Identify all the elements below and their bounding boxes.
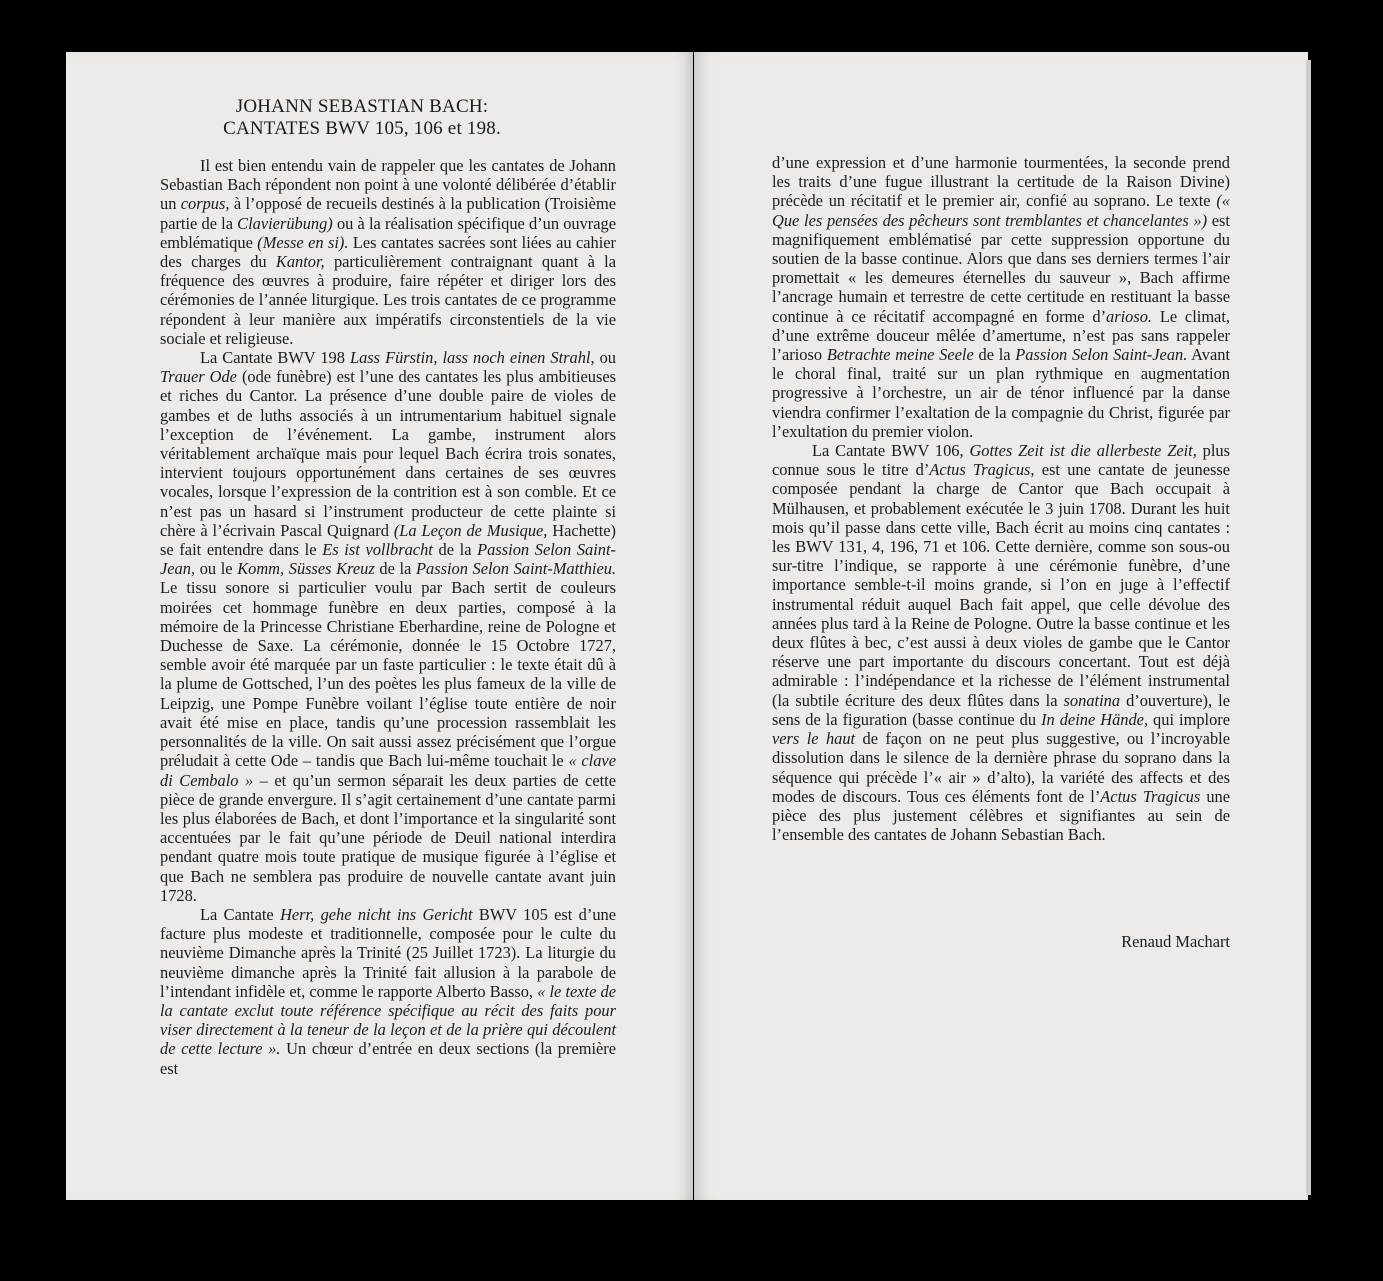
italic-run: (Messe en si). — [257, 232, 349, 252]
italic-run: « le texte de la cantate exclut toute référence spécifique au récit des faits pour viser directement à la teneur de la leçon et de la prière qui découlent de cette lecture ». — [160, 981, 616, 1059]
text-run: une pièce des plus justement célèbres et signifiantes au sein de l’ensemble des cantates de Johann Sebastian Bach. — [772, 786, 1230, 845]
text-run: Il est bien entendu vain de rappeler que les cantates de Johann Sebastian Bach répondent non point à une volonté délibérée d’établir un — [160, 156, 616, 214]
text-run: particulièrement contraignant quant à la fréquence des œuvres à produire, faire répéter et diriger lors des cérémonies de l’année liturgique. Les trois cantates de ce programme répondent à leur manière aux impératifs circonstentiels de la vie sociale et religieuse. — [160, 252, 616, 348]
author-signature: Renaud Machart — [1121, 932, 1230, 951]
italic-run: (« Que les pensées des pêcheurs sont tremblantes et chancelantes ») — [772, 191, 1230, 230]
text-run: de la — [432, 540, 478, 560]
text-run: est une cantate de jeunesse composée pendant la charge de Cantor que Bach occupait à Mülhausen, et probablement exécutée le 3 juin 1708. Durant les huit mois qu’il passe dans cette ville, Bach écrit au moins cinq cantates : les BWV 131, 4, 196, 71 et 106. Cette dernière, comme son sous-ou sur-titre l’indique, se rapporte à une cérémonie funèbre, d’une importance semble-t-il moins grande, si l’on en juge à l’effectif instrumental réduit auquel Bach fait appel, que celle dévolue des années plus tard à la Reine de Pologne. Outre la basse continue et les deux flûtes à bec, c’est aussi à deux violes de gambe que le Cantor réserve une part importante du discours concertant. Tout est déjà admirable : l’indépendance et la richesse de l’élément instrumental (la subtile écriture des deux flûtes dans la — [772, 460, 1231, 710]
paragraph-bwv-105 — [160, 905, 616, 1078]
paragraph-bwv-105-continued — [772, 153, 1230, 441]
right-column — [772, 153, 1230, 844]
text-run: Hachette) se fait entendre dans le — [160, 520, 616, 560]
text-run: Un chœur d’entrée en deux sections (la première est — [160, 1039, 617, 1078]
italic-run: Herr, gehe nicht ins Gericht — [280, 904, 473, 924]
italic-run: Passion Selon Saint-Matthieu. — [415, 559, 617, 579]
italic-run: In deine Hände, — [1041, 709, 1149, 729]
text-run: d’ouverture), le sens de la figuration (basse continue du — [772, 690, 1230, 729]
text-run: ou le — [195, 559, 238, 579]
text-run: – et qu’un sermon séparait les deux parties de cette pièce de grande envergure. Il s’agit certainement d’une cantate parmi les plus élaborées de Bach, et dont l’importance et la singularité sont accentuées par le fait qu’une période de Deuil national interdira pendant quatre mois toute pratique de musique figurée à l’église et que Bach ne semblera pas produire de nouvelle cantate avant juin 1728. — [160, 770, 616, 905]
text-run: de la — [374, 559, 416, 579]
text-run: La Cantate BWV 106, — [812, 441, 970, 461]
italic-run: Passion Selon Saint-Jean, — [160, 540, 617, 579]
italic-run: Betrachte meine Seele — [826, 345, 974, 365]
title-line-1: JOHANN SEBASTIAN BACH: — [235, 96, 489, 117]
italic-run: Es ist vollbracht — [322, 540, 433, 560]
text-run: Les cantates sacrées sont liées au cahier des charges du — [160, 232, 617, 272]
italic-run: corpus, — [180, 194, 230, 214]
italic-run: arioso. — [1106, 306, 1153, 326]
italic-run: « clave di Cembalo » — [160, 751, 616, 790]
paragraph-bwv-106 — [772, 441, 1230, 844]
italic-run: Kantor, — [275, 252, 325, 272]
italic-run: vers le haut — [772, 729, 856, 749]
text-run: est magnifiquement emblématisé par cette suppression opportune du soutien de la basse continue. Alors que dans ses derniers termes l’air promettait « les demeures éternelles du sauveur », Bach affirme l’ancrage humain et terrestre de cette certitude en restituant la basse continue à ce récitatif accompagné en forme d’ — [772, 210, 1230, 326]
text-run: de façon on ne peut plus suggestive, ou l’incroyable dissolution dans le silence de la dernière phrase du soprano dans la séquence qui précède l’« air » d’alto), la variété des affects et des modes de discours. Tous ces éléments font de l’ — [772, 729, 1230, 806]
text-run: La Cantate — [200, 904, 281, 924]
text-run: Le climat, d’une extrême douceur mêlée d’amertume, n’est pas sans rappeler l’arioso — [772, 306, 1230, 365]
italic-run: Lass Fürstin, lass noch einen Strahl, — [349, 348, 595, 368]
text-run: BWV 105 est d’une facture plus modeste et traditionnelle, composée pour le culte du neuvième Dimanche après la Trinité (25 Juillet 1723). La liturgie du neuvième dimanche après la Trinité fait allusion à la parabole de l’intendant infidèle et, comme le rapporte Alberto Basso, — [160, 904, 616, 1001]
text-run: La Cantate BWV 198 — [200, 348, 350, 368]
text-run: d’une expression et d’une harmonie tourmentées, la seconde prend les traits d’une fugue illustrant la certitude de la Raison Divine) précède un récitatif et le premier air, confié au soprano. Le texte — [772, 153, 1230, 211]
paragraph-intro — [160, 156, 616, 348]
text-run: ou à la réalisation spécifique d’un ouvrage emblématique — [160, 213, 616, 252]
title-line-2: CANTATES BWV 105, 106 et 198. — [223, 118, 501, 139]
italic-run: Actus Tragicus, — [929, 460, 1035, 480]
text-run: plus connue sous le titre d’ — [772, 441, 1230, 480]
italic-run: Komm, Süsses Kreuz — [237, 559, 375, 579]
italic-run: Clavierübung) — [237, 213, 333, 233]
text-run: de la — [973, 345, 1016, 365]
text-run: à l’opposé de recueils destinés à la publication (Troisième partie de la — [160, 194, 616, 233]
italic-run: Actus Tragicus — [1100, 786, 1201, 806]
text-run: Le tissu sonore si particulier voulu par Bach sertit de couleurs moirées cet hommage funèbre en deux parties, composé à la mémoire de la Princesse Christiane Eberhardine, reine de Pologne et Duchesse de Saxe. La cérémonie, donnée le 15 Octobre 1727, semble avoir été marquée par un faste particulier : le texte était dû à la plume de Gottsched, l’un des poètes les plus fameux de la ville de Leipzig, une Pompe Funèbre voilant l’église toute entière de noir avait été mise en place, tandis qu’une procession rassemblait les personnalités de la ville. On sait aussi assez précisément que l’orgue préludait à cette Ode – tandis que Bach lui-même touchait le — [160, 578, 616, 771]
paragraph-bwv-198 — [160, 348, 616, 905]
text-run: qui implore — [1148, 709, 1231, 729]
italic-run: Gottes Zeit ist die allerbeste Zeit, — [969, 441, 1197, 461]
text-run: Avant le choral final, traité sur un plan rythmique en augmentation progressive à l’orchestre, un air de ténor influencé par la danse viendra confirmer l’exaltation de la compagnie du Christ, figurée par l’exultation du premier violon. — [772, 345, 1230, 441]
italic-run: Passion Selon Saint-Jean. — [1015, 345, 1188, 365]
text-run: (ode funèbre) est l’une des cantates les plus ambitieuses et riches du Cantor. La présence d’une double paire de violes de gambes et de luths associés à un intrumentarium habituel signale l’exception de l’événement. La gambe, instrument alors véritablement archaïque mais pour lequel Bach écrira trois sonates, intervient toujours opportunément dans certaines de ses œuvres vocales, lorsque l’expression de la contrition est à son comble. Et ce n’est pas un hasard si l’instrument producteur de cette plainte si chère à l’écrivain Pascal Quignard — [160, 367, 616, 540]
article-title — [92, 96, 632, 140]
italic-run: (La Leçon de Musique, — [393, 520, 548, 540]
italic-run: sonatina — [1063, 690, 1121, 710]
page-edge — [1306, 60, 1311, 1195]
text-run: ou — [594, 348, 616, 368]
left-column — [160, 156, 616, 1078]
italic-run: Trauer Ode — [160, 367, 237, 387]
